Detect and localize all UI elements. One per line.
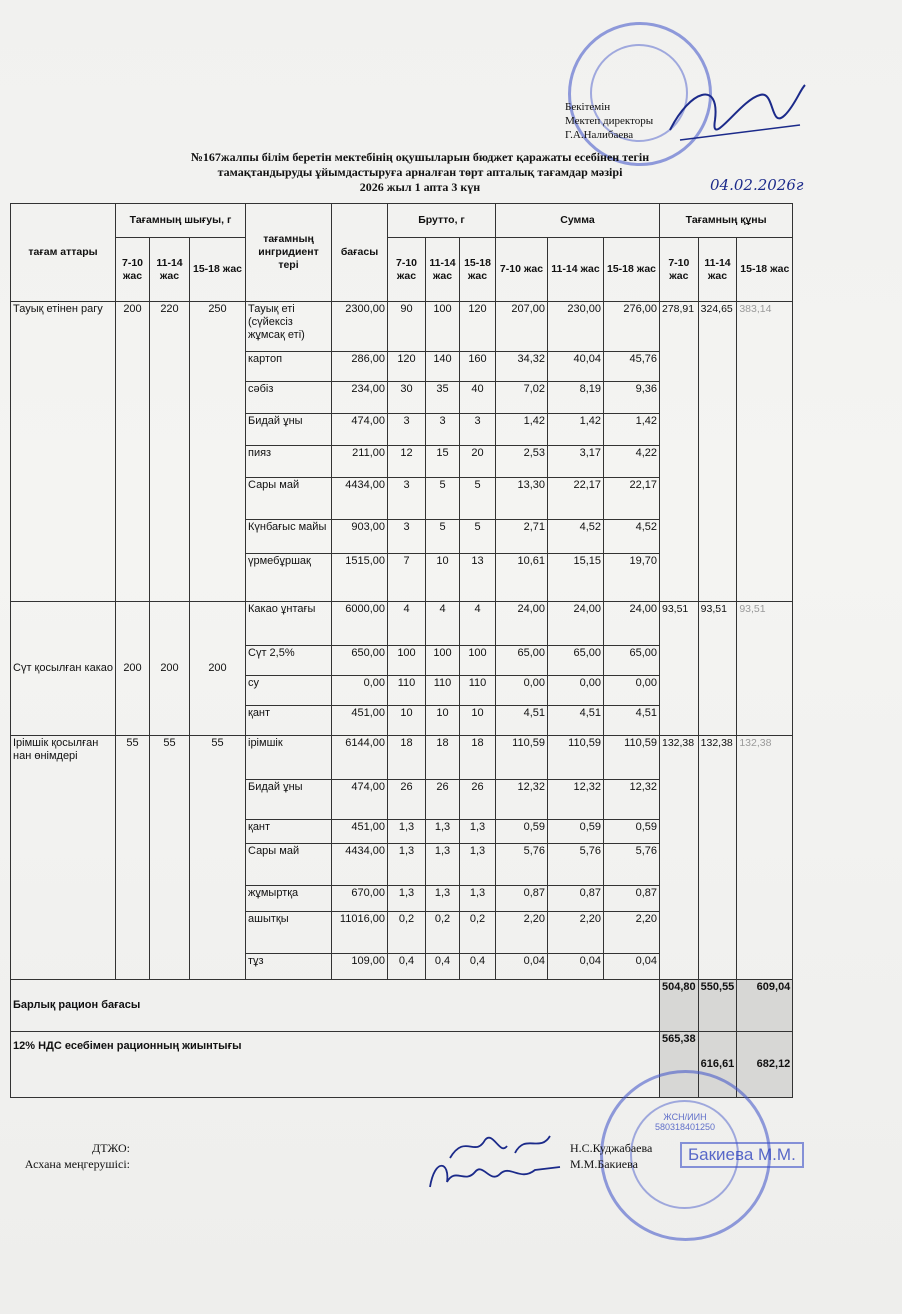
sum-value: 3,17	[548, 446, 604, 478]
brutto-value: 100	[460, 646, 496, 676]
ingredient-price: 286,00	[332, 352, 388, 382]
vat-total-value: 565,38	[660, 1032, 699, 1098]
header-sum: Сумма	[496, 204, 660, 238]
dish-cost: 93,51	[698, 602, 737, 736]
brutto-value: 0,2	[460, 912, 496, 954]
sum-value: 13,30	[496, 478, 548, 520]
sum-value: 45,76	[604, 352, 660, 382]
ration-total-value: 550,55	[698, 980, 737, 1032]
ingredient-price: 11016,00	[332, 912, 388, 954]
vat-total-value: 616,61	[698, 1032, 737, 1098]
sum-value: 1,42	[496, 414, 548, 446]
ingredient-name: су	[246, 676, 332, 706]
ingredient-price: 474,00	[332, 780, 388, 820]
sum-value: 230,00	[548, 302, 604, 352]
sum-value: 24,00	[496, 602, 548, 646]
ingredient-price: 474,00	[332, 414, 388, 446]
ingredient-name: Бидай ұны	[246, 414, 332, 446]
approval-heading: Бекітемін	[565, 101, 611, 113]
header-age: 7-10 жас	[116, 238, 150, 302]
sum-value: 110,59	[604, 736, 660, 780]
brutto-value: 10	[426, 554, 460, 602]
ingredient-name: жұмыртқа	[246, 886, 332, 912]
sum-value: 276,00	[604, 302, 660, 352]
dish-yield: 200	[116, 302, 150, 602]
dish-cost: 93,51	[737, 602, 793, 736]
ingredient-price: 1515,00	[332, 554, 388, 602]
ingredient-name: қант	[246, 820, 332, 844]
dish-yield: 200	[116, 602, 150, 736]
ingredient-name: қант	[246, 706, 332, 736]
ingredient-name: үрмебұршақ	[246, 554, 332, 602]
ingredient-name: Сары май	[246, 478, 332, 520]
sum-value: 19,70	[604, 554, 660, 602]
brutto-value: 1,3	[388, 820, 426, 844]
brutto-value: 5	[426, 478, 460, 520]
sum-value: 4,51	[604, 706, 660, 736]
brutto-value: 1,3	[388, 844, 426, 886]
brutto-value: 110	[426, 676, 460, 706]
ingredient-row	[11, 736, 793, 780]
ingredient-price: 451,00	[332, 820, 388, 844]
sum-value: 24,00	[604, 602, 660, 646]
sum-value: 2,20	[496, 912, 548, 954]
vat-total-label: 12% НДС есебімен рационның жиынтығы	[11, 1032, 660, 1098]
header-row-1	[11, 204, 793, 238]
brutto-value: 12	[388, 446, 426, 478]
sum-value: 4,52	[548, 520, 604, 554]
sum-value: 15,15	[548, 554, 604, 602]
menu-table	[10, 203, 793, 1098]
sum-value: 12,32	[496, 780, 548, 820]
header-age: 11-14 жас	[698, 238, 737, 302]
brutto-value: 7	[388, 554, 426, 602]
header-age: 15-18 жас	[460, 238, 496, 302]
ingredient-name: Күнбағыс майы	[246, 520, 332, 554]
brutto-value: 5	[460, 478, 496, 520]
brutto-value: 18	[388, 736, 426, 780]
brutto-value: 90	[388, 302, 426, 352]
header-age: 11-14 жас	[150, 238, 190, 302]
chef-name: М.М.Бакиева	[570, 1157, 638, 1171]
brutto-value: 3	[426, 414, 460, 446]
sum-value: 5,76	[548, 844, 604, 886]
header-price: бағасы	[332, 204, 388, 302]
brutto-value: 1,3	[460, 844, 496, 886]
ingredient-name: ашытқы	[246, 912, 332, 954]
dtjo-label: ДТЖО:	[92, 1141, 130, 1155]
ration-total-value: 504,80	[660, 980, 699, 1032]
brutto-value: 18	[460, 736, 496, 780]
brutto-value: 15	[426, 446, 460, 478]
dish-cost: 132,38	[698, 736, 737, 980]
sum-value: 0,59	[604, 820, 660, 844]
sum-value: 4,52	[604, 520, 660, 554]
brutto-value: 10	[460, 706, 496, 736]
brutto-value: 35	[426, 382, 460, 414]
sum-value: 0,04	[548, 954, 604, 980]
sum-value: 40,04	[548, 352, 604, 382]
brutto-value: 1,3	[426, 820, 460, 844]
menu-title	[100, 150, 740, 195]
brutto-value: 10	[426, 706, 460, 736]
brutto-value: 110	[388, 676, 426, 706]
ration-total-label: Барлық рацион бағасы	[11, 980, 660, 1032]
sum-value: 1,42	[548, 414, 604, 446]
brutto-value: 120	[388, 352, 426, 382]
brutto-value: 0,2	[388, 912, 426, 954]
dish-name: Ірімшік қосылған нан өнімдері	[11, 736, 116, 980]
vat-total-value: 682,12	[737, 1032, 793, 1098]
brutto-value: 110	[460, 676, 496, 706]
sum-value: 7,02	[496, 382, 548, 414]
brutto-value: 3	[388, 478, 426, 520]
brutto-value: 20	[460, 446, 496, 478]
brutto-value: 0,4	[426, 954, 460, 980]
brutto-value: 18	[426, 736, 460, 780]
sum-value: 110,59	[548, 736, 604, 780]
header-age: 7-10 жас	[496, 238, 548, 302]
sum-value: 2,20	[548, 912, 604, 954]
brutto-value: 5	[426, 520, 460, 554]
dish-yield: 250	[190, 302, 246, 602]
ingredient-price: 109,00	[332, 954, 388, 980]
approval-date: 04.02.2026г	[710, 176, 804, 194]
dish-yield: 220	[150, 302, 190, 602]
brutto-value: 30	[388, 382, 426, 414]
dish-cost: 132,38	[660, 736, 699, 980]
dish-yield: 200	[190, 602, 246, 736]
header-age: 11-14 жас	[426, 238, 460, 302]
sum-value: 5,76	[604, 844, 660, 886]
brutto-value: 160	[460, 352, 496, 382]
chef-signature	[425, 1152, 565, 1197]
approval-block	[565, 100, 653, 142]
brutto-value: 0,4	[460, 954, 496, 980]
header-age: 7-10 жас	[388, 238, 426, 302]
sum-value: 0,59	[548, 820, 604, 844]
dish-cost: 93,51	[660, 602, 699, 736]
dish-rows	[11, 302, 793, 980]
dish-cost: 132,38	[737, 736, 793, 980]
header-age: 15-18 жас	[737, 238, 793, 302]
sum-value: 65,00	[496, 646, 548, 676]
header-age: 15-18 жас	[190, 238, 246, 302]
brutto-value: 1,3	[426, 886, 460, 912]
dish-yield: 55	[116, 736, 150, 980]
ingredient-price: 4434,00	[332, 478, 388, 520]
sum-value: 110,59	[496, 736, 548, 780]
brutto-value: 4	[460, 602, 496, 646]
brutto-value: 10	[388, 706, 426, 736]
header-dish: тағам аттары	[11, 204, 116, 302]
header-row-2	[11, 238, 793, 302]
brutto-value: 26	[426, 780, 460, 820]
ingredient-price: 4434,00	[332, 844, 388, 886]
title-line-1: №167жалпы білім беретін мектебінің оқушыларын бюджет қаражаты есебінен тегін	[190, 150, 650, 164]
ingredient-name: тұз	[246, 954, 332, 980]
sum-value: 65,00	[548, 646, 604, 676]
sum-value: 10,61	[496, 554, 548, 602]
sum-value: 22,17	[548, 478, 604, 520]
ration-total-row	[11, 980, 793, 1032]
header-age: 11-14 жас	[548, 238, 604, 302]
ingredient-price: 211,00	[332, 446, 388, 478]
brutto-value: 100	[388, 646, 426, 676]
sum-value: 0,59	[496, 820, 548, 844]
brutto-value: 100	[426, 646, 460, 676]
director-signature	[660, 70, 810, 160]
brutto-value: 0,2	[426, 912, 460, 954]
sum-value: 9,36	[604, 382, 660, 414]
ingredient-name: пияз	[246, 446, 332, 478]
seal-bin-text: ЖСН/ИИН 580318401250	[654, 1112, 716, 1132]
title-line-3: 2026 жыл 1 апта 3 күн	[359, 180, 481, 194]
dish-name: Тауық етінен рагу	[11, 302, 116, 602]
brutto-value: 40	[460, 382, 496, 414]
sum-value: 4,22	[604, 446, 660, 478]
sum-value: 0,04	[496, 954, 548, 980]
sum-value: 24,00	[548, 602, 604, 646]
sum-value: 4,51	[548, 706, 604, 736]
sum-value: 65,00	[604, 646, 660, 676]
header-brutto: Брутто, г	[388, 204, 496, 238]
brutto-value: 3	[388, 520, 426, 554]
header-yield: Тағамның шығуы, г	[116, 204, 246, 238]
ingredient-row	[11, 602, 793, 646]
brutto-value: 1,3	[460, 886, 496, 912]
ingredient-name: Какао ұнтағы	[246, 602, 332, 646]
sum-value: 0,00	[548, 676, 604, 706]
sum-value: 2,71	[496, 520, 548, 554]
approval-director-name: Г.А.Налибаева	[565, 129, 634, 141]
brutto-value: 1,3	[388, 886, 426, 912]
ingredient-name: картоп	[246, 352, 332, 382]
ingredient-name: Сүт 2,5%	[246, 646, 332, 676]
sum-value: 1,42	[604, 414, 660, 446]
brutto-value: 120	[460, 302, 496, 352]
ingredient-name: Бидай ұны	[246, 780, 332, 820]
ingredient-price: 6144,00	[332, 736, 388, 780]
brutto-value: 4	[388, 602, 426, 646]
ingredient-name: Сары май	[246, 844, 332, 886]
header-age: 7-10 жас	[660, 238, 699, 302]
ration-total-value: 609,04	[737, 980, 793, 1032]
sum-value: 22,17	[604, 478, 660, 520]
ingredient-name: сәбіз	[246, 382, 332, 414]
ingredient-name: Тауық еті (сүйексіз жұмсақ еті)	[246, 302, 332, 352]
ingredient-price: 451,00	[332, 706, 388, 736]
sum-value: 0,87	[604, 886, 660, 912]
ingredient-price: 2300,00	[332, 302, 388, 352]
dish-name: Сүт қосылған какао	[11, 602, 116, 736]
header-age: 15-18 жас	[604, 238, 660, 302]
brutto-value: 100	[426, 302, 460, 352]
sum-value: 2,53	[496, 446, 548, 478]
sum-value: 2,20	[604, 912, 660, 954]
sum-value: 8,19	[548, 382, 604, 414]
brutto-value: 0,4	[388, 954, 426, 980]
brutto-value: 140	[426, 352, 460, 382]
sum-value: 4,51	[496, 706, 548, 736]
brutto-value: 26	[388, 780, 426, 820]
brutto-value: 13	[460, 554, 496, 602]
sum-value: 5,76	[496, 844, 548, 886]
ingredient-price: 650,00	[332, 646, 388, 676]
sum-value: 12,32	[548, 780, 604, 820]
ingredient-price: 0,00	[332, 676, 388, 706]
dish-yield: 55	[150, 736, 190, 980]
brutto-value: 26	[460, 780, 496, 820]
title-line-2: тамақтандыруды ұйымдастыруға арналған төрт апталық тағамдар мәзірі	[217, 165, 623, 179]
ingredient-price: 234,00	[332, 382, 388, 414]
sum-value: 0,00	[496, 676, 548, 706]
ingredient-name: ірімшік	[246, 736, 332, 780]
dish-yield: 200	[150, 602, 190, 736]
sum-value: 0,04	[604, 954, 660, 980]
dish-cost: 278,91	[660, 302, 699, 602]
brutto-value: 3	[460, 414, 496, 446]
brutto-value: 4	[426, 602, 460, 646]
ingredient-price: 670,00	[332, 886, 388, 912]
dish-cost: 383,14	[737, 302, 793, 602]
dish-yield: 55	[190, 736, 246, 980]
chef-name-stamp: Бакиева М.М.	[680, 1142, 804, 1168]
ingredient-price: 903,00	[332, 520, 388, 554]
sum-value: 0,00	[604, 676, 660, 706]
brutto-value: 1,3	[460, 820, 496, 844]
ingredient-row	[11, 302, 793, 352]
approval-position: Мектеп директоры	[565, 115, 654, 127]
brutto-value: 3	[388, 414, 426, 446]
ingredient-price: 6000,00	[332, 602, 388, 646]
header-cost: Тағамның құны	[660, 204, 793, 238]
brutto-value: 1,3	[426, 844, 460, 886]
sum-value: 12,32	[604, 780, 660, 820]
sum-value: 0,87	[496, 886, 548, 912]
chef-label: Асхана меңгерушісі:	[24, 1157, 130, 1171]
header-ingredient: тағамның ингридиент тері	[246, 204, 332, 302]
sum-value: 0,87	[548, 886, 604, 912]
sum-value: 207,00	[496, 302, 548, 352]
dish-cost: 324,65	[698, 302, 737, 602]
dtjo-name: Н.С.Куджабаева	[570, 1141, 653, 1155]
brutto-value: 5	[460, 520, 496, 554]
sum-value: 34,32	[496, 352, 548, 382]
